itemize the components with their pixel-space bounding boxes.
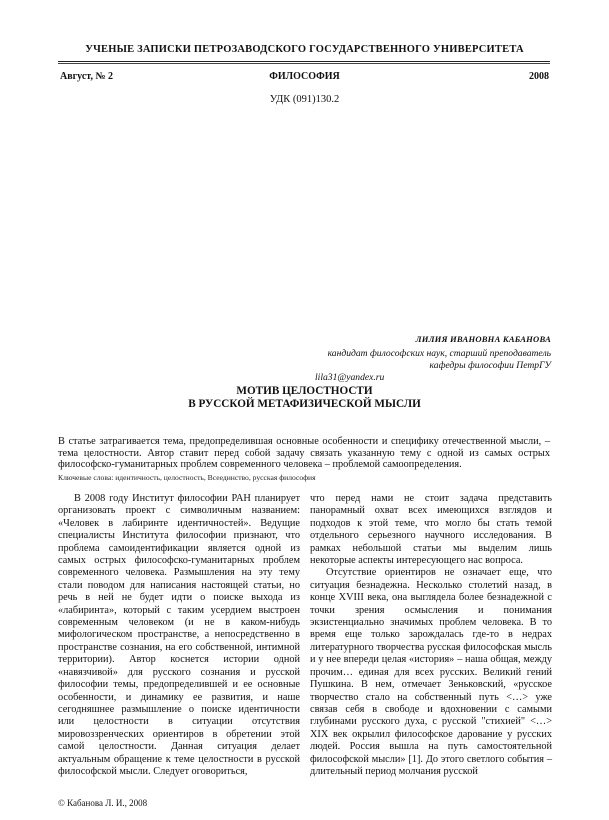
- header-rule-secondary: [58, 63, 550, 64]
- abstract: В статье затрагивается тема, предопределившая основные особенности и специфику отечественной мысли, – тема целостности. Автор ставит перед собой задачу связать указанную тему с одной из самых острых философско-гуманитарных проблем современного человека – проблемой самоопределения.: [58, 436, 550, 471]
- header-rule: [58, 61, 550, 62]
- body-paragraph: что перед нами не стоит задача представить панорамный охват всех имеющихся взглядов и подходов к этой теме, что могло бы стать темой отдельного серьезного научного исследования. В рамках небольшой статьи мы выделим лишь некоторые аспекты интересующего нас вопроса.: [310, 493, 552, 567]
- title-line-1: МОТИВ ЦЕЛОСТНОСТИ: [236, 385, 373, 397]
- body-column-right: [310, 493, 552, 778]
- author-position: кандидат философских наук, старший преподаватель: [327, 348, 551, 359]
- author-affiliation: [315, 348, 551, 383]
- article-title: [0, 385, 609, 411]
- issue-label: Август, № 2: [60, 71, 114, 82]
- body-paragraph: В 2008 году Институт философии РАН планирует организовать проект с символичным названием: «Человек в лабиринте идентичностей». Ведущие специалисты Института философии признают, что проблема самоидентификации является одной из самых острых философско-гуманитарных проблем современного человека. Размышления на эту тему стали поводом для написания настоящей статьи, но речь в ней не будет идти о поиске выхода из «лабиринта», который с таким усердием выстроен современным человеком (и не в каком-нибудь мифологическом пространстве, а непосредственно в пространстве сознания, на его собственной, интимной территории). Автор коснется истории одной «навязчивой» для русского сознания и русской философии темы, предопределившей и ее основные особенности, и динамику ее развития, и наше сегодняшнее размышление о поиске идентичности или целостности в ситуации отсутствия мировоззренческих ориентиров в обретении этой самой целостности. Данная ситуация делает актуальным обращение к теме целостности в русской философской мысли. Следует оговориться,: [58, 493, 300, 777]
- body-column-left: [58, 493, 300, 778]
- copyright-notice: © Кабанова Л. И., 2008: [58, 798, 148, 808]
- keywords: Ключевые слова: идентичность, целостность, Всеединство, русская философия: [58, 473, 316, 482]
- author-email[interactable]: lila31@yandex.ru: [315, 371, 385, 383]
- author-name: ЛИЛИЯ ИВАНОВНА КАБАНОВА: [415, 334, 551, 344]
- journal-title: УЧЕНЫЕ ЗАПИСКИ ПЕТРОЗАВОДСКОГО ГОСУДАРСТВЕННОГО УНИВЕРСИТЕТА: [85, 44, 524, 55]
- section-label: ФИЛОСОФИЯ: [269, 71, 340, 82]
- udc-code: УДК (091)130.2: [269, 94, 340, 105]
- author-department: кафедры философии ПетрГУ: [429, 359, 551, 371]
- title-line-2: В РУССКОЙ МЕТАФИЗИЧЕСКОЙ МЫСЛИ: [188, 398, 421, 410]
- year-label: 2008: [529, 71, 549, 82]
- body-paragraph: Отсутствие ориентиров не означает еще, что ситуация безнадежна. Несколько столетий назад, в конце XVIII века, она выглядела более безнадежной с точки зрения осмысления и понимания экзистенциально значимых проблем человека. В то время еще только зарождалась где-то в недрах литературного творчества русская философская мысль и у нее впереди целая «история» – наша общая, между прочим… единая для всех русских. Великий гений Пушкина. В нем, отмечает Зеньковский, «русское творчество стало на собственный путь <…> уже связав себя в свободе и вдохновении с самыми глубинами русского духа, с русской "стихией" <…> XIX век окрылил философское дарование у русских людей. Россия вышла на путь самостоятельной философской мысли» [1]. До этого светлого события – длительный период молчания русской: [310, 567, 552, 777]
